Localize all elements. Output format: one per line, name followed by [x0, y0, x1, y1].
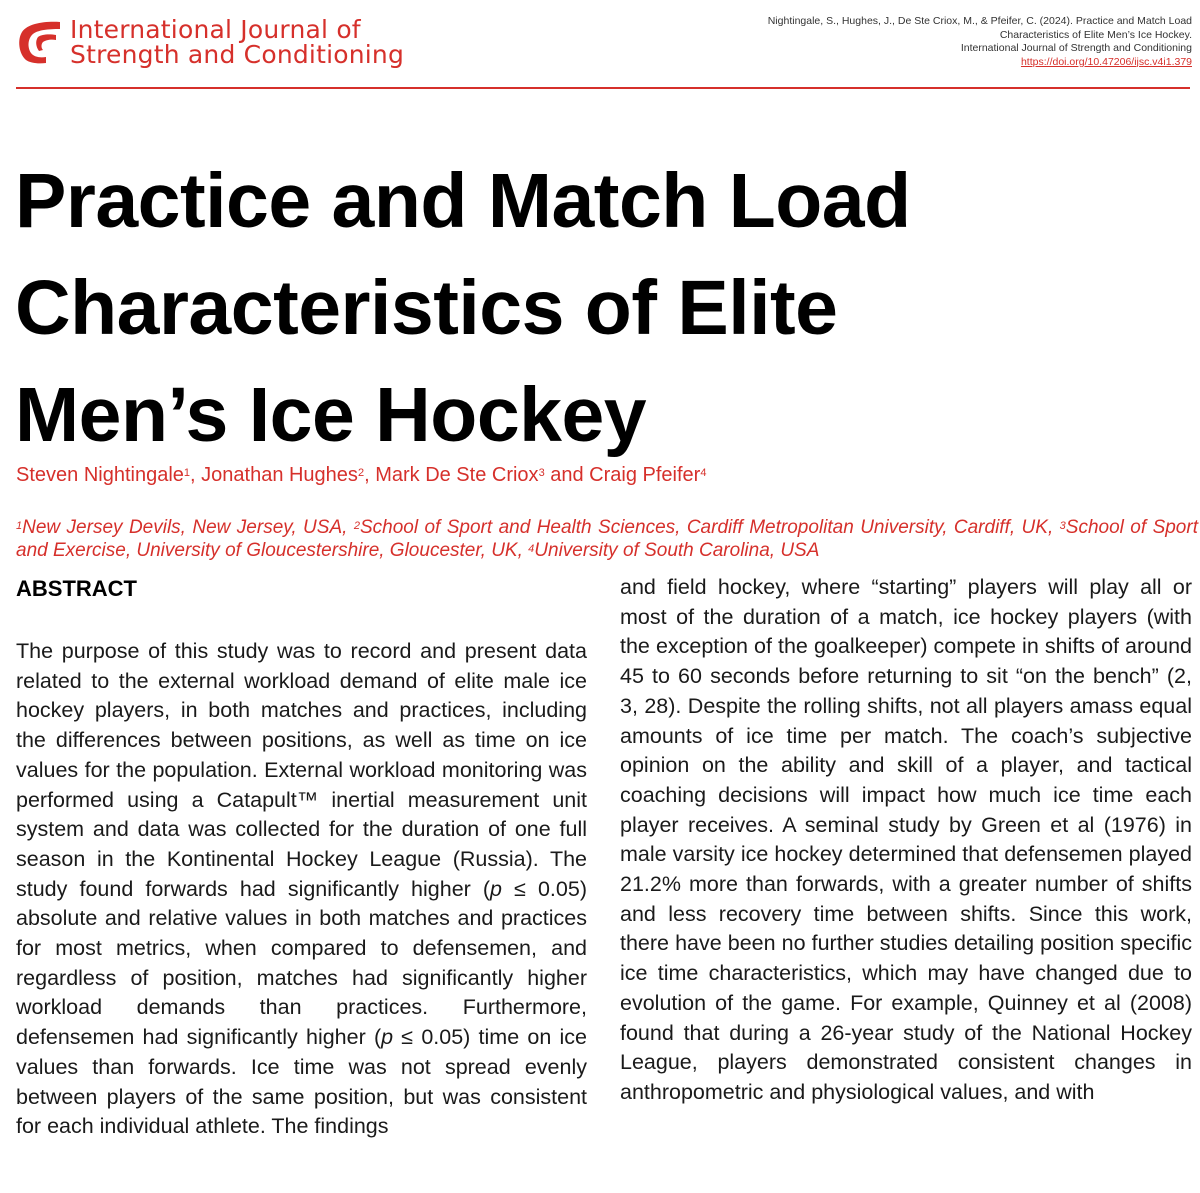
author-list	[16, 461, 1196, 489]
citation-block	[672, 15, 1192, 69]
intro-body: and field hockey, where “starting” players will play all or most of the duration of a match, ice hockey players (with the exception of the goalkeeper) compete in shifts of around 45 to 60 seconds before returning to sit “on the bench” (2, 3, 28). Despite the rolling shifts, not all players amass equal amounts of ice time per match. The coach’s subjective opinion on the ability and skill of a player, and tactical coaching decisions will impact how much ice time each player receives. A seminal study by Green et al (1976) in male varsity ice hockey determined that defensemen played 21.2% more than forwards, with a greater number of shifts and less recovery time between shifts. Since this work, there have been no further studies detailing position specific ice time characteristics, which may have changed due to evolution of the game. For example, Quinney et al (2008) found that during a 26-year study of the National Hockey League, players demonstrated consistent changes in anthropometric and physiological values, and with	[620, 575, 1192, 1104]
title-line-1: Practice and Match Load	[15, 158, 911, 244]
affiliations: $^1$New Jersey Devils, New Jersey, USA, $^2$School of Sport and Health Sciences, Cardiff Metropolitan University, Cardiff, UK, $^3$School of Sport and Exercise, University of Gloucestershire, Gloucester, UK, $^4$University of South Carolina, USA	[16, 517, 1198, 561]
journal-header	[0, 0, 1200, 95]
citation-line-1: Nightingale, S., Hughes, J., De Ste Criox, M., & Pfeifer, C. (2024). Practice and Match Load	[767, 15, 1192, 27]
header-divider	[16, 87, 1190, 89]
affiliation: School of Sport and Exercise, University of Gloucestershire, Gloucester, UK,	[16, 517, 1198, 561]
doi-link[interactable]: https://doi.org/10.47206/ijsc.v4i1.379	[1020, 55, 1192, 68]
intro-column	[620, 573, 1192, 1108]
affiliation: New Jersey Devils, New Jersey, USA,	[22, 517, 354, 538]
title-line-3: Men’s Ice Hockey	[15, 372, 647, 458]
journal-name	[70, 17, 404, 67]
abstract-column	[16, 637, 587, 1142]
skater-logo-icon	[16, 18, 62, 66]
abstract-heading: ABSTRACT	[16, 576, 137, 601]
article-title	[15, 148, 1195, 469]
affiliation: University of South Carolina, USA	[534, 540, 820, 561]
author: Jonathan Hughes$^2$,	[201, 464, 376, 486]
title-line-2: Characteristics of Elite	[15, 265, 838, 351]
author: Mark De Ste Criox$^3$ and	[375, 464, 590, 486]
journal-name-line-2: Strength and Conditioning	[70, 40, 405, 69]
journal-name-line-1: International Journal of	[70, 15, 361, 44]
citation-line-2: Characteristics of Elite Men’s Ice Hockey.	[999, 28, 1192, 41]
author: Steven Nightingale$^1$,	[16, 464, 202, 486]
abstract-body: The purpose of this study was to record and present data related to the external workload demand of elite male ice hockey players, in both matches and practices, including the differences between positions, as well as time on ice values for the population. External workload monitoring was performed using a Catapult™ inertial measurement unit system and data was collected for the duration of one full season in the Kontinental Hockey League (Russia). The study found forwards had significantly higher (p ≤ 0.05) absolute and relative values in both matches and practices for most metrics, when compared to defensemen, and regardless of position, matches had significantly higher workload demands than practices. Furthermore, defensemen had significantly higher (p ≤ 0.05) time on ice values than forwards. Ice time was not spread evenly between players of the same position, but was consistent for each individual athlete. The findings	[16, 639, 587, 1139]
affiliation: School of Sport and Health Sciences, Cardiff Metropolitan University, Cardiff, UK,	[359, 517, 1060, 538]
author: Craig Pfeifer$^4$	[589, 464, 707, 486]
citation-line-3: International Journal of Strength and Conditioning	[960, 42, 1192, 54]
